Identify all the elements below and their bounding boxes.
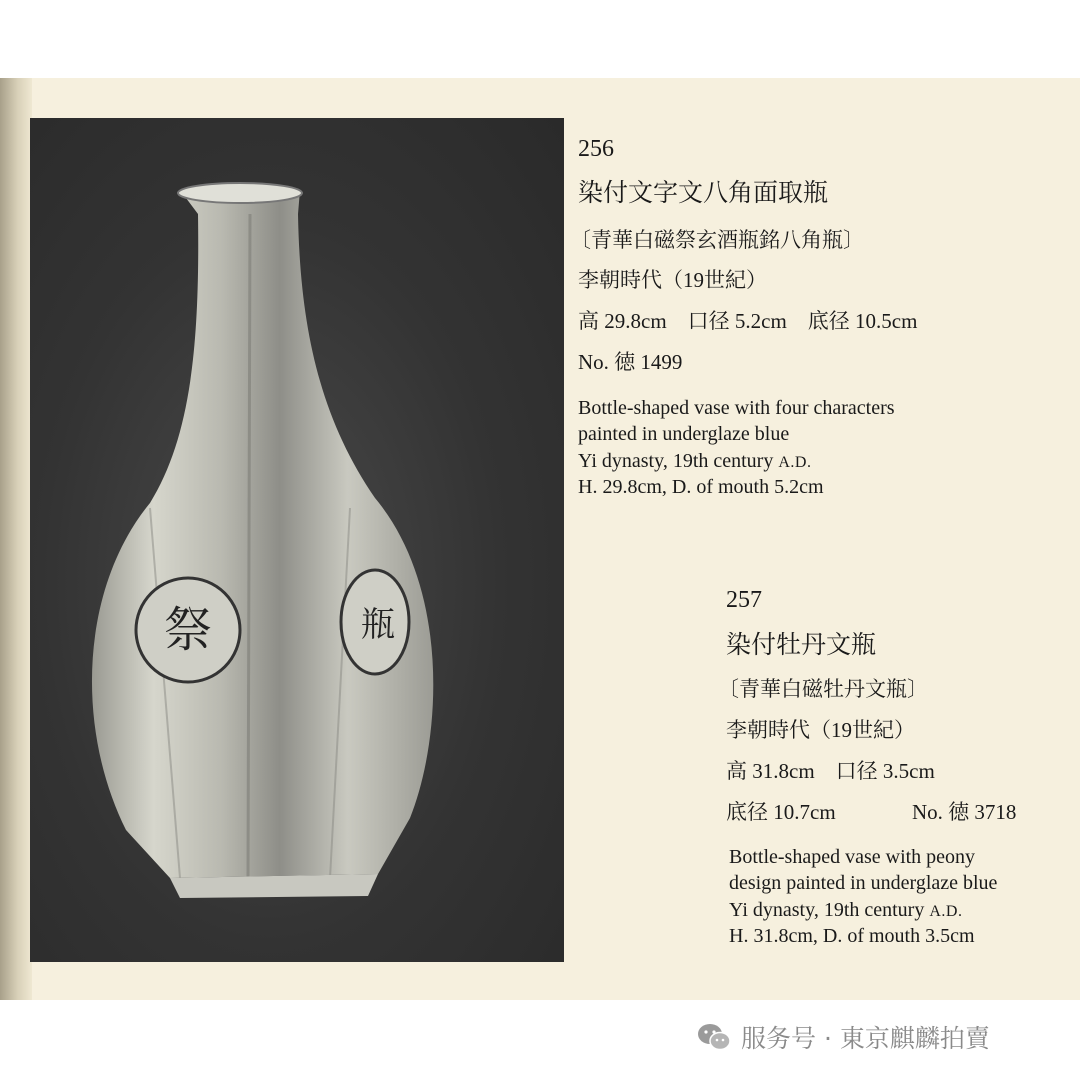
- entry-257-base-diameter: 底径 10.7cm: [726, 800, 836, 824]
- entry-256-title-ko: 〔青華白磁祭玄酒瓶銘八角瓶〕: [570, 228, 864, 252]
- entry-256-number-code: No. 徳 1499: [578, 350, 683, 374]
- entry-257-period: 李朝時代（19世紀）: [726, 718, 915, 742]
- entry-256-era: A.D.: [778, 453, 812, 471]
- page-binding-edge: [0, 78, 32, 1000]
- medallion-char-left: 祭: [163, 602, 213, 658]
- entry-257-dimensions: 高 31.8cm 口径 3.5cm: [726, 759, 935, 783]
- entry-257-en-line3: Yi dynasty, 19th century A.D.: [729, 898, 963, 921]
- entry-257-description: [729, 844, 997, 950]
- entry-256-en-line3: Yi dynasty, 19th century A.D.: [578, 449, 812, 472]
- entry-256-dimensions: 高 29.8cm 口径 5.2cm 底径 10.5cm: [578, 309, 918, 333]
- entry-256-period: 李朝時代（19世紀）: [578, 268, 767, 292]
- medallion-char-right: 瓶: [361, 605, 395, 645]
- entry-257-number: 257: [726, 587, 762, 613]
- entry-257-title-ja: 染付牡丹文瓶: [726, 632, 877, 659]
- entry-256-number: 256: [578, 136, 614, 162]
- entry-257-en-line2: design painted in underglaze blue: [729, 872, 998, 895]
- entry-257-en-line1: Bottle-shaped vase with peony: [729, 846, 976, 868]
- vase-body: [92, 190, 433, 878]
- entry-257-era: A.D.: [929, 902, 963, 920]
- watermark-text: 服务号 · 東京麒麟拍賣: [741, 1024, 990, 1053]
- entry-257-number-code: No. 徳 3718: [912, 800, 1017, 824]
- entry-256-description: [578, 395, 895, 501]
- entry-256-title-ja: 染付文字文八角面取瓶: [578, 180, 829, 207]
- entry-257-title-ko: 〔青華白磁牡丹文瓶〕: [718, 677, 928, 701]
- watermark: [697, 1015, 990, 1059]
- wechat-icon: [697, 1022, 731, 1052]
- entry-256-en-line1: Bottle-shaped vase with four characters: [578, 397, 895, 419]
- vase-photo: [30, 118, 564, 962]
- entry-256-en-line4: H. 29.8cm, D. of mouth 5.2cm: [578, 476, 824, 499]
- entry-256-en-line2: painted in underglaze blue: [578, 423, 790, 446]
- entry-257-en-line4: H. 31.8cm, D. of mouth 3.5cm: [729, 925, 975, 948]
